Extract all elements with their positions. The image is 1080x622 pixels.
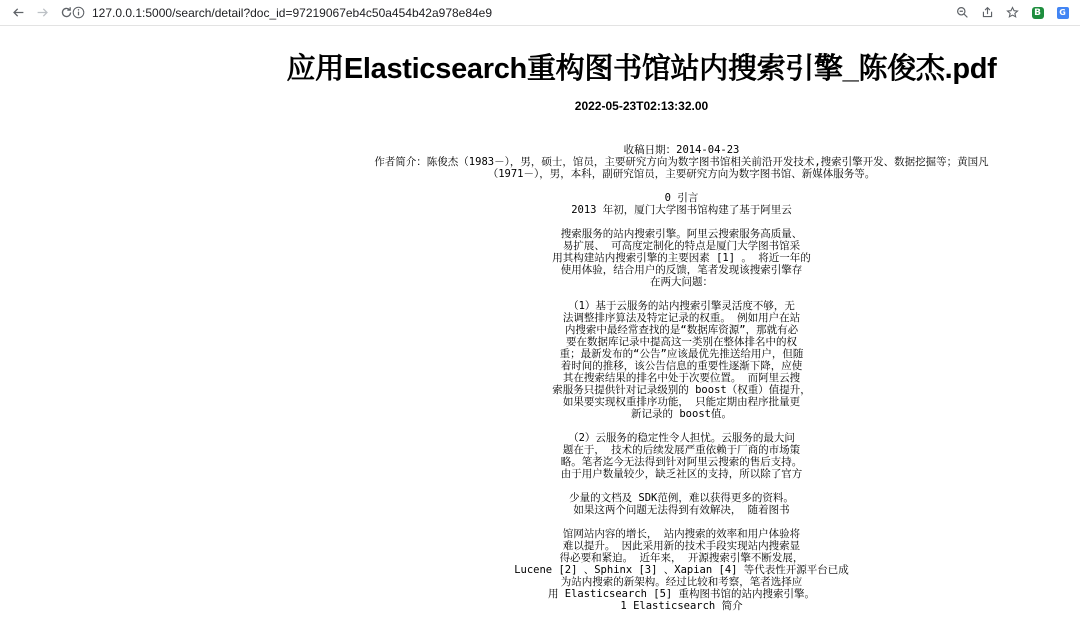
document-text-line: 略。笔者迄今无法得到针对阿里云搜索的售后支持。 — [560, 456, 803, 468]
document-text-line: 法调整排序算法及特定记录的权重。 例如用户在站 — [562, 312, 801, 324]
document-text-line: （2）云服务的稳定性令人担忧。云服务的最大问 — [568, 432, 795, 444]
back-arrow-icon[interactable] — [8, 3, 28, 23]
document-text-line: 着时间的推移，该公告信息的重要性逐渐下降，应使 — [560, 360, 803, 372]
document-date: 2022-05-23T02:13:32.00 — [574, 99, 709, 113]
paragraph-gap — [270, 516, 1080, 528]
forward-arrow-icon[interactable] — [32, 3, 52, 23]
translate-extension-icon[interactable]: G — [1053, 3, 1072, 22]
paragraph-gap — [270, 288, 1080, 300]
paragraph-gap — [270, 420, 1080, 432]
document-text-line: 用其构建站内搜索引擎的主要因素 [1] 。 将近一年的 — [552, 252, 811, 264]
document-text-line: 题在于， 技术的后续发展严重依赖于厂商的市场策 — [562, 444, 801, 456]
document-text-line: （1）基于云服务的站内搜索引擎灵活度不够，无 — [568, 300, 795, 312]
document-text-line: 为站内搜索的新架构。经过比较和考察，笔者选择应 — [560, 576, 803, 588]
document-text-line: 得必要和紧迫。 近年来， 开源搜索引擎不断发展， — [559, 552, 804, 564]
address-bar[interactable] — [72, 2, 970, 23]
document-text-line: 馆网站内容的增长， 站内搜索的效率和用户体验将 — [562, 528, 801, 540]
document-text-line: 搜索服务的站内搜索引擎。阿里云搜索服务高质量、 — [560, 228, 803, 240]
document-text-line: 易扩展、 可高度定制化的特点是厦门大学图书馆采 — [562, 240, 801, 252]
toolbar-actions — [947, 3, 1072, 22]
document-text-line: 索服务只提供针对记录级别的 boost（权重）值提升， — [552, 384, 811, 396]
document-text-line: 收稿日期：2014-04-23 — [623, 144, 740, 156]
paragraph-gap — [270, 180, 1080, 192]
site-info-icon[interactable] — [72, 6, 86, 20]
document-text-line: 由于用户数量较少，缺乏社区的支持，所以除了官方 — [560, 468, 803, 480]
bookmark-star-icon[interactable] — [1003, 3, 1022, 22]
document-text-line: 重；最新发布的“公告”应该最优先推送给用户，但随 — [559, 348, 804, 360]
document-text-line: 新记录的 boost值。 — [631, 408, 732, 420]
document-text-line: 如果这两个问题无法得到有效解决， 随着图书 — [573, 504, 790, 516]
document-text-line: 用 Elasticsearch [5] 重构图书馆的站内搜索引擎。 — [547, 588, 816, 600]
document-text-line: 2013 年初，厦门大学图书馆构建了基于阿里云 — [571, 204, 792, 216]
zoom-icon[interactable] — [953, 3, 972, 22]
share-icon[interactable] — [978, 3, 997, 22]
navigation-controls — [8, 3, 80, 23]
document-text-line: 内搜索中最经常查找的是“数据库资源”，那就有必 — [564, 324, 799, 336]
document-text-line: 1 Elasticsearch 简介 — [620, 600, 743, 612]
document-text-line: 要在数据库记录中提高这一类别在整体排名中的权 — [566, 336, 797, 348]
document-text-line: （1971－），男，本科，副研究馆员，主要研究方向为数字图书馆、新媒体服务等。 — [487, 168, 876, 180]
document-text-line: 其在搜索结果的排名中处于次要位置。 而阿里云搜 — [562, 372, 801, 384]
extension-green-icon[interactable]: B — [1028, 3, 1047, 22]
url-text[interactable]: 127.0.0.1:5000/search/detail?doc_id=97219067eb4c50a454b42a978e84e9 — [92, 5, 493, 20]
paragraph-gap — [270, 216, 1080, 228]
document-text-line: 作者简介：陈俊杰（1983－），男，硕士，馆员，主要研究方向为数字图书馆相关前沿开发技术,搜索引擎开发、数据挖掘等；黄国凡 — [374, 156, 989, 168]
document-text-line: 在两大问题： — [650, 276, 713, 288]
document-text-line: 使用体验，结合用户的反馈，笔者发现该搜索引擎存 — [560, 264, 803, 276]
document-text-line: 如果要实现权重排序功能， 只能定期由程序批量更 — [562, 396, 801, 408]
browser-toolbar — [0, 0, 1080, 26]
document-body — [270, 144, 1080, 612]
document-text-line: 0 引言 — [664, 192, 699, 204]
document-text-line: 少量的文档及 SDK范例，难以获得更多的资料。 — [569, 492, 794, 504]
document-text-line: Lucene [2] 、Sphinx [3] 、Xapian [4] 等代表性开源平台已成 — [514, 564, 849, 576]
document-title: 应用Elasticsearch重构图书馆站内搜索引擎_陈俊杰.pdf — [286, 53, 997, 85]
document-text-line: 难以提升。 因此采用新的技术手段实现站内搜索显 — [562, 540, 801, 552]
paragraph-gap — [270, 480, 1080, 492]
